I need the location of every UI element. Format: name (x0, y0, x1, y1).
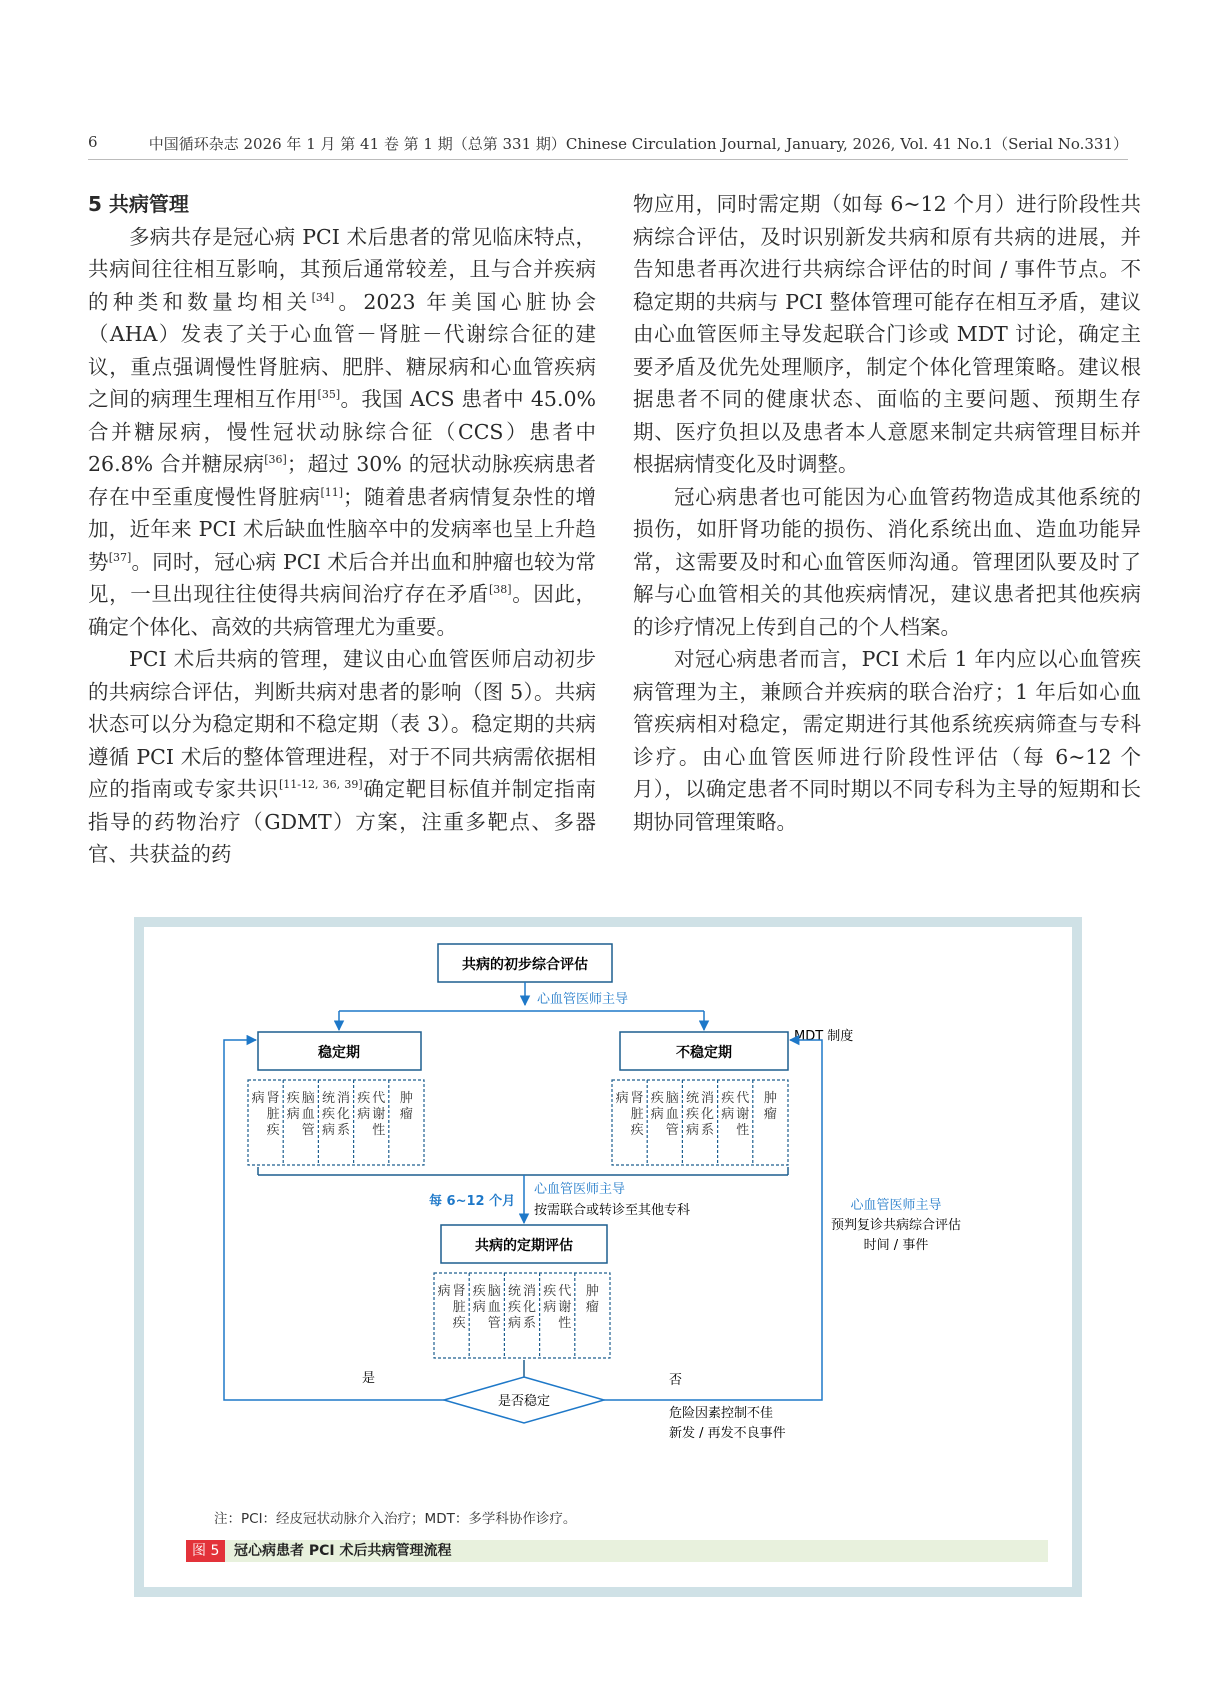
periodic-disease-item-2 (508, 1283, 536, 1331)
stable-disease-item-2 (322, 1090, 350, 1138)
svg-text:代: 代 (558, 1284, 572, 1299)
svg-text:管: 管 (665, 1123, 679, 1138)
svg-text:消: 消 (336, 1091, 351, 1106)
svg-text:肾: 肾 (266, 1091, 280, 1106)
figure-caption: 冠心病患者 PCI 术后共病管理流程 (234, 1543, 452, 1559)
right-line-2: 预判复诊共病综合评估 (830, 1218, 962, 1233)
svg-text:疾: 疾 (321, 1107, 336, 1122)
running-title: 中国循环杂志 2026 年 1 月 第 41 卷 第 1 期（总第 331 期）Chinese Circulation Journal, January, 2026, Vol. 41 No.1（Serial No.331） (148, 135, 1128, 153)
svg-text:系: 系 (522, 1316, 537, 1331)
mid-led-label: 心血管医师主导 (534, 1182, 626, 1197)
citation: [37] (108, 550, 132, 564)
svg-text:血: 血 (487, 1300, 501, 1315)
no-label: 否 (669, 1373, 683, 1388)
svg-text:瘤: 瘤 (399, 1107, 413, 1122)
svg-text:病: 病 (650, 1107, 664, 1122)
text-run: 多病共存是冠心病 PCI 术后患者的常见临床特点，共病间往往相互影响，其预后通常较差，且与合并疾病的种类和数量均相关 (88, 224, 596, 314)
svg-text:病: 病 (321, 1123, 336, 1138)
unstable-label: 不稳定期 (676, 1045, 732, 1061)
svg-text:瘤: 瘤 (763, 1107, 777, 1122)
every-months-label: 每 6~12 个月 (429, 1194, 516, 1209)
svg-text:统: 统 (507, 1284, 522, 1299)
right-line-3: 时间 / 事件 (863, 1238, 929, 1253)
svg-text:疾: 疾 (650, 1091, 664, 1106)
svg-text:消: 消 (522, 1284, 537, 1299)
stable-disease-item-4 (400, 1091, 413, 1122)
text-run: ；随着患者病情复杂性的增加，近年来 PCI 术后缺血性脑卒中的发病率也呈上升趋势 (88, 484, 596, 574)
stable-label: 稳定期 (318, 1045, 360, 1061)
text-run: PCI 术后共病的管理，建议由心血管医师启动初步的共病综合评估，判断共病对患者的影响（图 5）。共病状态可以分为稳定期和不稳定期（表 3）。稳定期的共病遵循 PCI 术后的整体管理进程，对于不同共病需依据相应的指南或专家共识 (88, 647, 596, 801)
unstable-disease-group (612, 1080, 788, 1165)
svg-text:病: 病 (437, 1284, 451, 1299)
svg-text:性: 性 (736, 1123, 750, 1138)
svg-text:病: 病 (685, 1123, 700, 1138)
svg-text:性: 性 (372, 1123, 386, 1138)
right-led-label: 心血管医师主导 (850, 1198, 942, 1213)
svg-text:血: 血 (301, 1107, 315, 1122)
right-paragraph-3: 对冠心病患者而言，PCI 术后 1 年内应以心血管疾病管理为主，兼顾合并疾病的联合治疗；1 年后如心血管疾病相对稳定，需定期进行其他系统疾病筛查与专科诊疗。由心血管医师进行阶段性评估（每 6~12 个月），以确定患者不同时期以不同专科为主导的短期和长期协同管理策略。 (633, 647, 1141, 834)
svg-text:脏: 脏 (630, 1107, 644, 1122)
citation: [36] (264, 453, 287, 467)
svg-text:谢: 谢 (372, 1107, 386, 1122)
caption-tag: 图 5 (186, 1540, 225, 1562)
flowchart (144, 927, 1072, 1587)
svg-text:血: 血 (665, 1107, 679, 1122)
left-paragraph-2 (88, 643, 596, 871)
right-paragraph-1: 物应用，同时需定期（如每 6~12 个月）进行阶段性共病综合评估，及时识别新发共病和原有共病的进展，并告知患者再次进行共病综合评估的时间 / 事件节点。不稳定期的共病与 PCI 整体管理可能存在相互矛盾，建议由心血管医师主导发起联合门诊或 MDT 讨论，确定主要矛盾及优先处理顺序，制定个体化管理策略。建议根据患者不同的健康状态、面临的主要问题、预期生存期、医疗负担以及患者本人意愿来制定共病管理目标并根据病情变化及时调整。 (633, 192, 1141, 476)
svg-text:系: 系 (700, 1123, 715, 1138)
svg-text:脑: 脑 (487, 1284, 501, 1299)
running-header (88, 133, 1128, 157)
citation: [11-12, 36, 39] (278, 778, 363, 792)
page-number: 6 (88, 133, 98, 151)
risk-label-1: 危险因素控制不佳 (669, 1406, 774, 1421)
svg-text:管: 管 (487, 1316, 501, 1331)
svg-text:病: 病 (615, 1091, 629, 1106)
svg-text:化: 化 (700, 1107, 715, 1122)
svg-text:疾: 疾 (543, 1284, 557, 1299)
citation: [35] (317, 388, 341, 402)
unstable-disease-item-2 (686, 1090, 714, 1138)
svg-text:疾: 疾 (357, 1091, 371, 1106)
svg-text:脏: 脏 (452, 1300, 466, 1315)
svg-text:肿: 肿 (399, 1091, 413, 1106)
svg-text:病: 病 (357, 1107, 371, 1122)
periodic-label: 共病的定期评估 (475, 1238, 573, 1254)
svg-text:肿: 肿 (763, 1091, 777, 1106)
citation: [34] (311, 290, 335, 304)
unstable-disease-item-4 (764, 1091, 777, 1122)
svg-text:肾: 肾 (630, 1091, 644, 1106)
svg-text:疾: 疾 (286, 1091, 300, 1106)
right-paragraph-2: 冠心病患者也可能因为心血管药物造成其他系统的损伤，如肝肾功能的损伤、消化系统出血、造血功能异常，这需要及时和心血管医师沟通。管理团队要及时了解与心血管相关的其他疾病情况，建议患者把其他疾病的诊疗情况上传到自己的个人档案。 (633, 484, 1141, 639)
text-run: 。因此，确定个体化、高效的共病管理尤为重要。 (88, 582, 597, 639)
svg-text:病: 病 (472, 1300, 486, 1315)
decision-label: 是否稳定 (497, 1394, 551, 1409)
svg-text:疾: 疾 (472, 1284, 486, 1299)
periodic-disease-group (434, 1273, 610, 1358)
svg-text:谢: 谢 (736, 1107, 750, 1122)
yes-label: 是 (362, 1371, 376, 1386)
svg-text:管: 管 (301, 1123, 315, 1138)
citation: [11] (320, 485, 344, 499)
svg-text:肿: 肿 (585, 1284, 599, 1299)
left-column (88, 188, 596, 871)
text-run: 。2023 年美国心脏协会（AHA）发表了关于心血管－肾脏－代谢综合征的建议，重点强调慢性肾脏病、肥胖、糖尿病和心血管疾病之间的病理生理相互作用 (88, 289, 596, 411)
svg-text:脏: 脏 (266, 1107, 280, 1122)
svg-text:性: 性 (558, 1316, 572, 1331)
svg-text:疾: 疾 (630, 1123, 644, 1138)
svg-text:肾: 肾 (452, 1284, 466, 1299)
svg-text:疾: 疾 (685, 1107, 700, 1122)
text-run: 确定靶目标值并制定指南指导的药物治疗（GDMT）方案，注重多靶点、多器官、共获益的药 (88, 777, 597, 866)
svg-text:代: 代 (736, 1091, 750, 1106)
figure-5 (134, 917, 1082, 1597)
svg-text:统: 统 (685, 1091, 700, 1106)
svg-text:消: 消 (700, 1091, 715, 1106)
svg-text:脑: 脑 (665, 1091, 679, 1106)
left-paragraph-1 (88, 221, 596, 644)
text-run: ；超过 30% 的冠状动脉疾病患者存在中至重度慢性肾脏病 (88, 452, 596, 509)
svg-text:化: 化 (336, 1107, 351, 1122)
svg-text:疾: 疾 (452, 1316, 466, 1331)
periodic-disease-item-4 (586, 1284, 599, 1315)
initial-assessment-label: 共病的初步综合评估 (462, 957, 588, 973)
svg-text:系: 系 (336, 1123, 351, 1138)
top-led-label: 心血管医师主导 (537, 992, 629, 1007)
svg-text:病: 病 (507, 1316, 522, 1331)
svg-text:疾: 疾 (507, 1300, 522, 1315)
text-run: 。同时，冠心病 PCI 术后合并出血和肿瘤也较为常见，一旦出现往往使得共病间治疗存在矛盾 (88, 549, 596, 606)
svg-text:疾: 疾 (721, 1091, 735, 1106)
svg-text:病: 病 (543, 1300, 557, 1315)
svg-text:统: 统 (321, 1091, 336, 1106)
mid-referral-label: 按需联合或转诊至其他专科 (534, 1203, 691, 1218)
header-rule (88, 159, 1128, 160)
stable-disease-group (248, 1080, 424, 1165)
text-run: 。我国 ACS 患者中 45.0% 合并糖尿病，慢性冠状动脉综合征（CCS）患者中 26.8% 合并糖尿病 (88, 387, 596, 476)
svg-text:病: 病 (251, 1091, 265, 1106)
svg-text:疾: 疾 (266, 1123, 280, 1138)
figure-note: 注：PCI：经皮冠状动脉介入治疗；MDT：多学科协作诊疗。 (214, 1511, 577, 1527)
svg-text:谢: 谢 (558, 1300, 572, 1315)
svg-text:化: 化 (522, 1300, 537, 1315)
svg-text:瘤: 瘤 (585, 1300, 599, 1315)
section-heading: 5 共病管理 (88, 192, 189, 216)
mdt-label: MDT 制度 (794, 1029, 854, 1044)
risk-label-2: 新发 / 再发不良事件 (669, 1426, 786, 1441)
svg-text:病: 病 (721, 1107, 735, 1122)
svg-text:脑: 脑 (301, 1091, 315, 1106)
svg-text:代: 代 (372, 1091, 386, 1106)
svg-text:病: 病 (286, 1107, 300, 1122)
right-column (633, 188, 1141, 838)
citation: [38] (489, 583, 512, 597)
